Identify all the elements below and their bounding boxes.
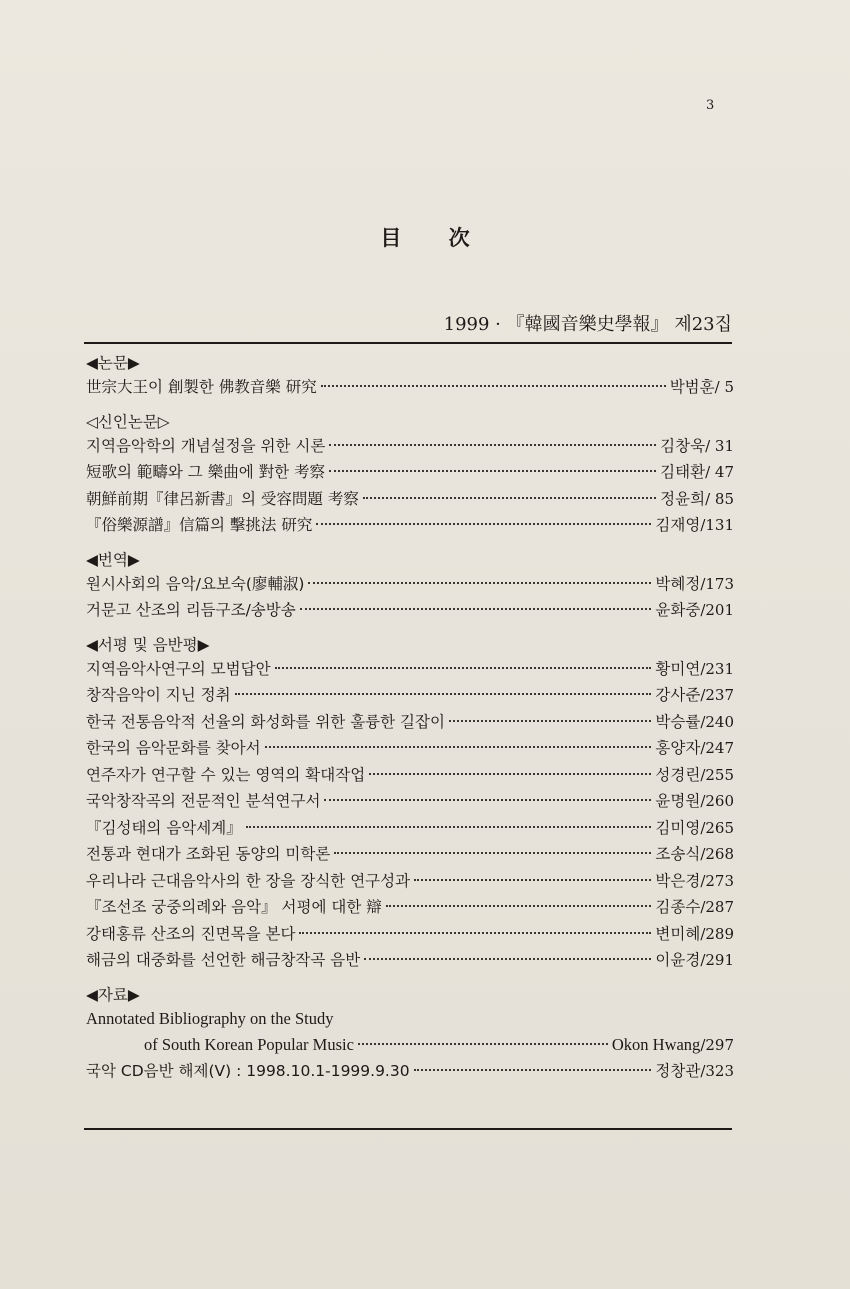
entry-page: /297 [700,1035,734,1054]
entry-author: 박은경 [655,871,701,890]
entry-page: /255 [700,765,734,784]
toc-entry[interactable] [86,571,734,598]
entry-page: /323 [700,1062,734,1080]
entry-author: 조송식 [655,845,701,863]
entry-author: 홍양자 [655,739,701,757]
entry-page: / 31 [705,436,734,455]
entry-title: of South Korean Popular Music [144,1034,354,1054]
section-new-papers [86,411,734,539]
entry-title: 강태홍류 산조의 진면목을 본다 [86,924,296,943]
dot-leader [275,667,652,669]
toc-entry[interactable] [86,656,734,683]
toc-entry[interactable] [86,1032,734,1059]
toc-entry[interactable] [86,374,734,401]
dot-leader [265,746,652,748]
entry-title: 世宗大王이 創製한 佛教音樂 研究 [86,378,317,396]
toc-entry[interactable] [86,735,734,762]
entry-author: 정창관 [655,1062,701,1080]
dot-leader [414,1069,652,1071]
section-heading: ◀서평 및 음반평▶ [86,635,210,654]
dot-leader [449,720,651,722]
entry-author: 이윤경 [655,951,701,969]
toc-entry[interactable] [86,433,734,460]
dot-leader [386,905,652,907]
page-title: 目 次 [380,226,490,250]
section-heading: ◀번역▶ [86,550,140,569]
entry-title-line1: Annotated Bibliography on the Study [86,1008,334,1028]
entry-page: /173 [700,574,734,593]
entry-page: /260 [700,792,734,810]
dot-leader [300,608,652,610]
entry-page: /287 [700,898,734,916]
entry-title: 『김성태의 음악세계』 [86,818,242,837]
dot-leader [246,826,652,828]
entry-title: 한국 전통음악적 선율의 화성화를 위한 훌륭한 길잡이 [86,712,445,731]
entry-page: /231 [700,659,734,678]
entry-author: 성경린 [655,765,701,784]
entry-title: 해금의 대중화를 선언한 해금창작곡 음반 [86,951,361,969]
toc-entry[interactable] [86,947,734,974]
toc-entry[interactable] [86,486,734,513]
entry-page: /268 [700,845,734,863]
entry-author: 박승률 [655,712,701,731]
entry-title: 우리나라 근대음악사의 한 장을 장식한 연구성과 [86,871,411,890]
dot-leader [299,932,651,934]
entry-title: 한국의 음악문화를 찾아서 [86,739,261,757]
entry-title: 거문고 산조의 리듬구조/송방송 [86,601,296,619]
toc-entry[interactable] [86,921,734,948]
entry-page: / 47 [705,463,734,481]
entry-author: 윤명원 [655,792,701,810]
entry-title: 창작음악이 지닌 정취 [86,686,231,704]
entry-title: 원시사회의 음악/요보숙(廖輔淑) [86,574,305,593]
entry-title: 지역음악사연구의 모범답안 [86,659,271,678]
section-heading: ◁신인논문▷ [86,412,170,431]
entry-page: /265 [700,818,734,837]
entry-title: 국악창작곡의 전문적인 분석연구서 [86,792,321,810]
entry-page: / 85 [705,489,734,508]
dot-leader [363,497,656,499]
entry-author: 강사준 [655,686,701,704]
toc-entry[interactable] [86,459,734,486]
entry-author: 박범훈 [669,378,715,396]
entry-title: 전통과 현대가 조화된 동양의 미학론 [86,845,331,863]
toc-entry[interactable] [86,1058,734,1085]
entry-title: 연주자가 연구할 수 있는 영역의 확대작업 [86,765,366,784]
entry-page: /247 [700,739,734,757]
entry-page: /273 [700,871,734,890]
bottom-rule [84,1128,732,1130]
dot-leader [414,879,651,881]
entry-author: 박혜정 [655,574,701,593]
dot-leader [369,773,651,775]
entry-title: 지역음악학의 개념설정을 위한 시론 [86,436,326,455]
entry-author: 김창욱 [660,436,706,455]
dot-leader [329,470,656,472]
issue-label: 1999 · 『韓國音樂史學報』 제23집 [443,314,732,335]
entry-title: 『俗樂源譜』信篇의 擊挑法 研究 [86,516,313,534]
entry-page: /289 [700,924,734,943]
entry-title: 短歌의 範疇와 그 樂曲에 對한 考察 [86,463,326,481]
toc-entry[interactable] [86,841,734,868]
dot-leader [308,582,651,584]
entry-author: 정윤희 [660,489,706,508]
section-papers [86,352,734,401]
entry-page: /131 [700,516,734,534]
entry-title: 『조선조 궁중의례와 음악』 서평에 대한 辯 [86,898,382,916]
table-of-contents [86,352,734,1095]
dot-leader [329,444,656,446]
entry-author: Okon Hwang [611,1034,701,1054]
entry-page: /201 [700,601,734,619]
entry-author: 김미영 [655,818,701,837]
toc-entry[interactable] [86,894,734,921]
dot-leader [358,1043,608,1045]
toc-entry[interactable] [86,597,734,624]
entry-author: 황미연 [655,659,701,678]
toc-entry[interactable] [86,788,734,815]
toc-entry[interactable] [86,709,734,736]
entry-author: 윤화중 [655,601,701,619]
page-number: 3 [706,98,715,113]
section-heading: ◀자료▶ [86,985,140,1004]
dot-leader [364,958,651,960]
toc-entry[interactable] [86,512,734,539]
toc-entry[interactable] [86,762,734,789]
entry-title: 朝鮮前期『律呂新書』의 受容問題 考察 [86,489,359,508]
dot-leader [316,523,651,525]
entry-author: 변미혜 [655,924,701,943]
dot-leader [235,693,652,695]
dot-leader [334,852,651,854]
entry-page: / 5 [714,378,734,396]
entry-author: 김종수 [655,898,701,916]
entry-author: 김재영 [655,516,701,534]
section-reviews [86,634,734,974]
top-rule [84,342,732,344]
dot-leader [321,385,666,387]
entry-author: 김태환 [660,463,706,481]
entry-title: 국악 CD음반 해제(Ⅴ) : 1998.10.1-1999.9.30 [86,1062,410,1080]
toc-entry[interactable] [86,682,734,709]
section-materials [86,984,734,1085]
entry-page: /240 [700,712,734,731]
section-translations [86,549,734,624]
entry-page: /291 [700,951,734,969]
entry-page: /237 [700,686,734,704]
toc-entry[interactable] [86,815,734,842]
dot-leader [324,799,651,801]
toc-entry[interactable] [86,868,734,895]
section-heading: ◀논문▶ [86,354,140,372]
